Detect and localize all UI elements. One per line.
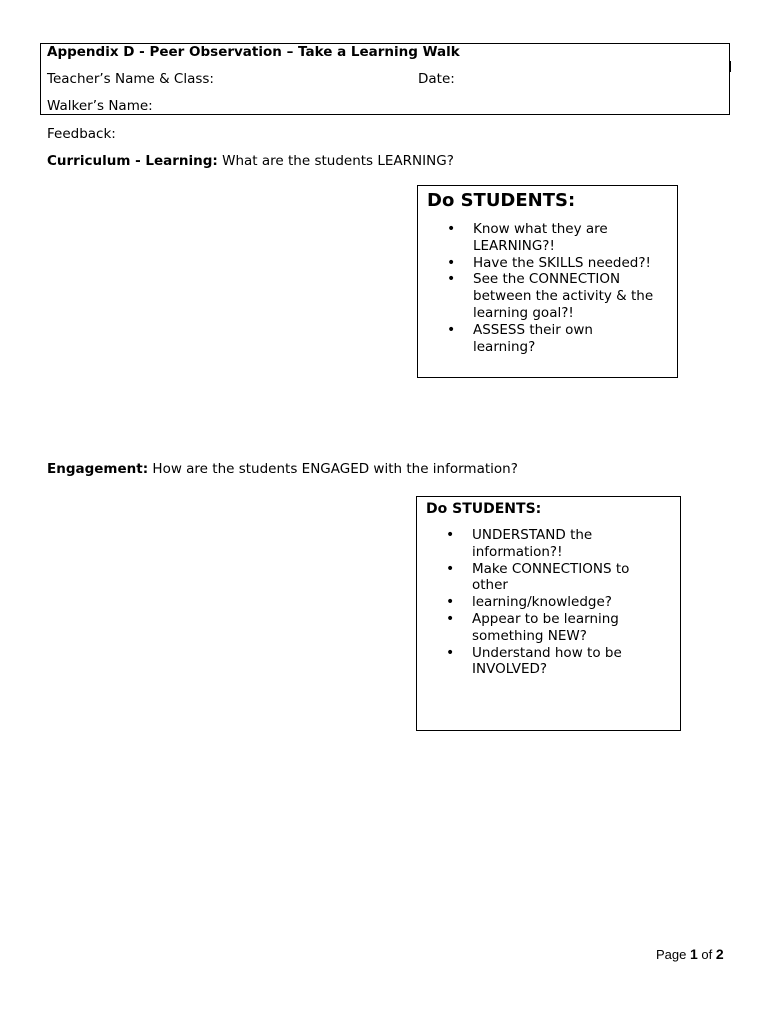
list-item: • Make CONNECTIONS to other (446, 560, 630, 594)
curriculum-question: What are the students LEARNING? (217, 153, 454, 169)
engagement-question: How are the students ENGAGED with the information? (148, 461, 518, 477)
bullet-icon: • (446, 644, 455, 661)
curriculum-heading: Curriculum - Learning: (47, 153, 218, 169)
bullet-icon: • (447, 321, 456, 338)
bullet-icon: • (446, 610, 455, 627)
document-title: Appendix D - Peer Observation – Take a Learning Walk (47, 44, 460, 60)
bullet-icon: • (447, 254, 456, 271)
curriculum-checklist-box (417, 185, 678, 378)
date-label: Date: (418, 71, 455, 87)
engagement-line (47, 461, 518, 477)
engagement-checklist (417, 527, 657, 678)
list-item: • Appear to be learning something NEW? (446, 610, 619, 644)
engagement-checklist-box (416, 496, 681, 731)
engagement-heading: Engagement: (47, 461, 149, 477)
feedback-label: Feedback: (47, 126, 116, 142)
list-item: • See the CONNECTION between the activity & the learning goal?! (447, 271, 654, 321)
list-item: • learning/knowledge? (446, 594, 612, 611)
list-item: • UNDERSTAND the information?! (446, 527, 593, 560)
list-item: • Have the SKILLS needed?! (447, 254, 651, 271)
bullet-icon: • (446, 560, 455, 577)
curriculum-checklist (418, 221, 658, 355)
list-item: • ASSESS their own learning? (447, 321, 593, 355)
cursor-mark (730, 61, 731, 72)
teacher-name-label: Teacher’s Name & Class: (47, 71, 214, 87)
bullet-icon: • (447, 271, 456, 288)
bullet-icon: • (447, 221, 456, 237)
page-number: Page 1 of 2 (656, 946, 724, 962)
bullet-icon: • (446, 527, 455, 543)
curriculum-line (47, 153, 454, 169)
current-page: 1 (689, 946, 698, 962)
list-item: • Know what they are LEARNING?! (447, 221, 608, 254)
curriculum-box-title: Do STUDENTS: (427, 190, 576, 211)
list-item: • Understand how to be INVOLVED? (446, 644, 622, 678)
walker-name-label: Walker’s Name: (47, 98, 153, 114)
engagement-box-title: Do STUDENTS: (426, 501, 542, 517)
total-pages: 2 (715, 946, 724, 962)
bullet-icon: • (446, 594, 455, 611)
